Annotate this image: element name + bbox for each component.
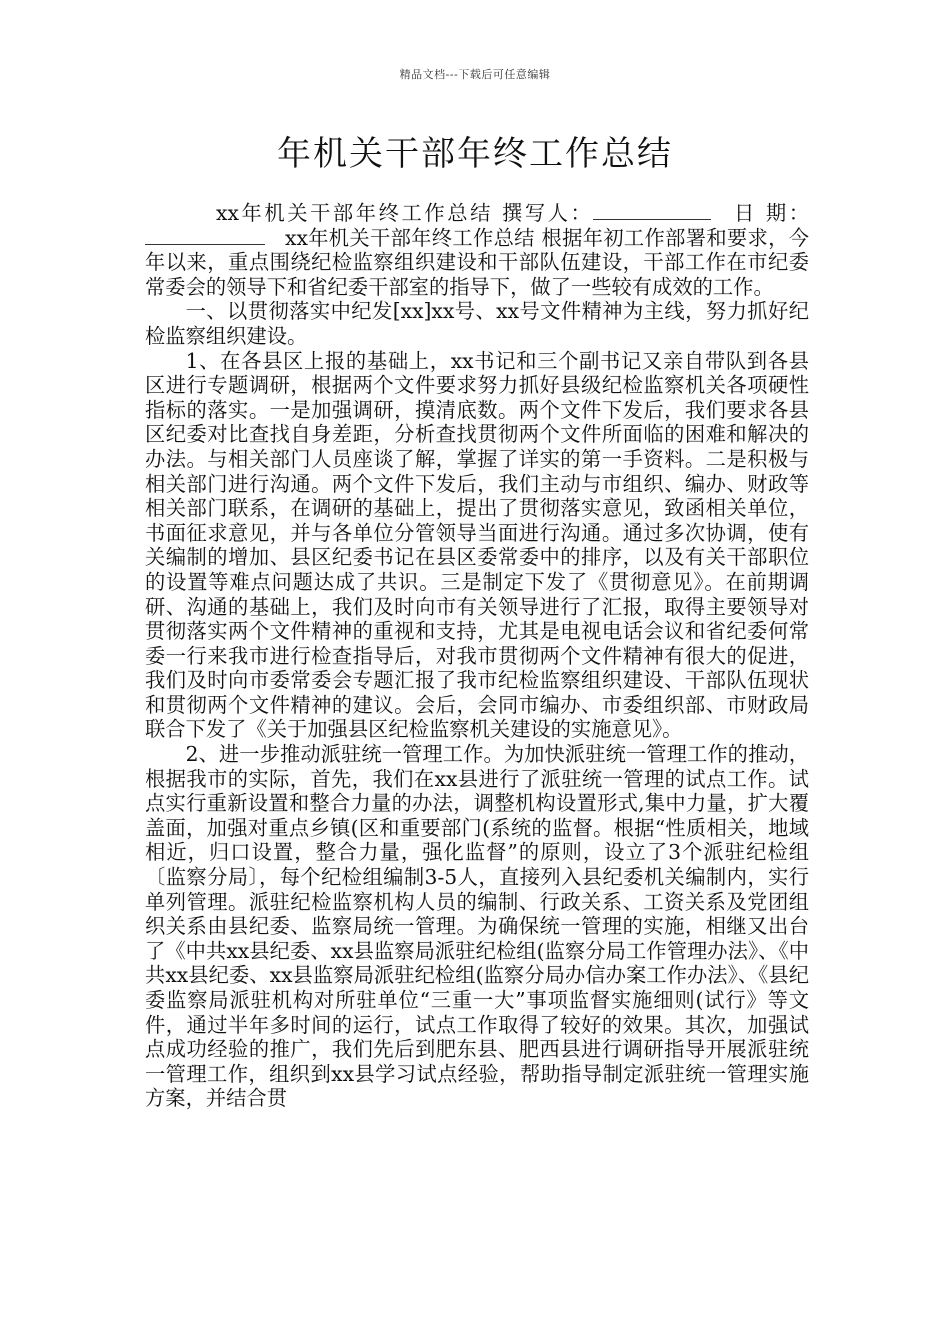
intro-paragraph: [145, 201, 809, 299]
header-note: 精品文档---下载后可任意编辑: [399, 68, 551, 81]
intro-text-author: xx年机关干部年终工作总结 撰写人：: [216, 201, 594, 225]
date-blank: [145, 228, 265, 245]
author-blank: [593, 203, 711, 220]
document-body: [145, 201, 809, 1111]
document-title: 年机关干部年终工作总结: [277, 134, 673, 174]
body-paragraph-2: 2、进一步推动派驻统一管理工作。为加快派驻统一管理工作的推动，根据我市的实际，首先，我们在xx县进行了派驻统一管理的试点工作。试点实行重新设置和整合力量的办法，调整机构设置形式,集中力量，扩大覆盖面，加强对重点乡镇(区和重要部门(系统的监督。根据“性质相关，地域相近，归口设置，整合力量，强化监督”的原则，设立了3个派驻纪检组〔监察分局〕，每个纪检组编制3-5人，直接列入县纪委机关编制内，实行单列管理。派驻纪检监察机构人员的编制、行政关系、工资关系及党团组织关系由县纪委、监察局统一管理。为确保统一管理的实施，相继又出台了《中共xx县纪委、xx县监察局派驻纪检组(监察分局工作管理办法》、《中共xx县纪委、xx县监察局派驻纪检组(监察分局办信办案工作办法》、《县纪委监察局派驻机构对所驻单位“三重一大”事项监督实施细则(试行》等文件，通过半年多时间的运行，试点工作取得了较好的效果。其次，加强试点成功经验的推广，我们先后到肥东县、肥西县进行调研指导开展派驻统一管理工作，组织到xx县学习试点经验，帮助指导制定派驻统一管理实施方案，并结合贯: [145, 742, 809, 1111]
intro-text-date: 日 期：: [731, 201, 810, 225]
intro-text-body: xx年机关干部年终工作总结 根据年初工作部署和要求，今年以来，重点围绕纪检监察组织建设和干部队伍建设，干部工作在市纪委常委会的领导下和省纪委干部室的指导下，做了一些较有成效的工作。: [145, 225, 809, 299]
section-heading: 一、以贯彻落实中纪发[xx]xx号、xx号文件精神为主线，努力抓好纪检监察组织建设。: [145, 299, 809, 348]
body-paragraph-1: 1、在各县区上报的基础上，xx书记和三个副书记又亲自带队到各县区进行专题调研，根据两个文件要求努力抓好县级纪检监察机关各项硬性指标的落实。一是加强调研，摸清底数。两个文件下发后，我们要求各县区纪委对比查找自身差距，分析查找贯彻两个文件所面临的困难和解决的办法。与相关部门人员座谈了解，掌握了详实的第一手资料。二是积极与相关部门进行沟通。两个文件下发后，我们主动与市组织、编办、财政等相关部门联系，在调研的基础上，提出了贯彻落实意见，致函相关单位，书面征求意见，并与各单位分管领导当面进行沟通。通过多次协调，使有关编制的增加、县区纪委书记在县区委常委中的排序，以及有关干部职位的设置等难点问题达成了共识。三是制定下发了《贯彻意见》。在前期调研、沟通的基础上，我们及时向市有关领导进行了汇报，取得主要领导对贯彻落实两个文件精神的重视和支持，尤其是电视电话会议和省纪委何常委一行来我市进行检查指导后，对我市贯彻两个文件精神有很大的促进，我们及时向市委常委会专题汇报了我市纪检监察组织建设、干部队伍现状和贯彻两个文件精神的建议。会后，会同市编办、市委组织部、市财政局联合下发了《关于加强县区纪检监察机关建设的实施意见》。: [145, 348, 809, 742]
